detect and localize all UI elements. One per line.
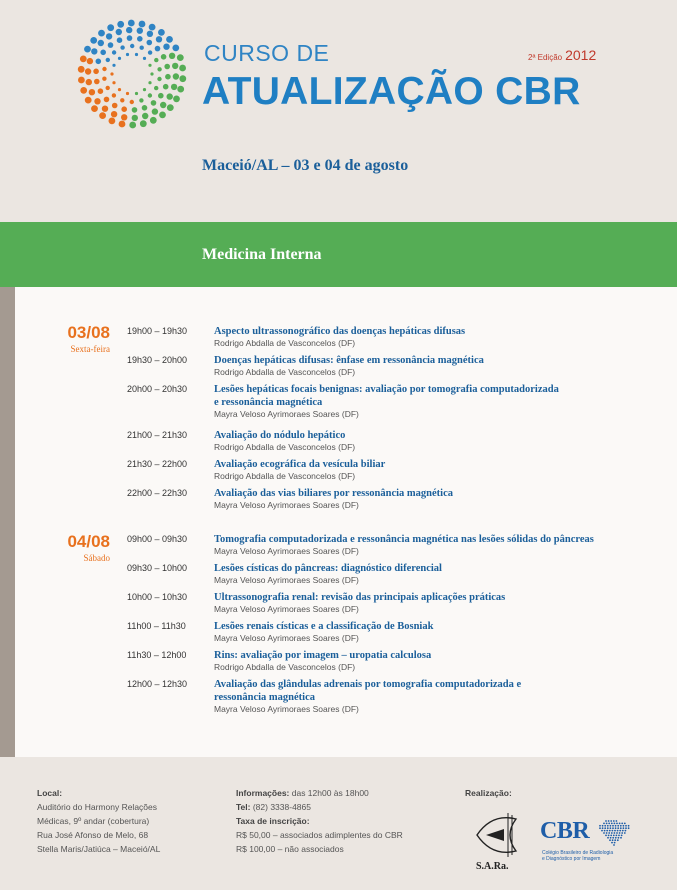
map-dot: [609, 830, 611, 832]
map-dot: [608, 823, 610, 825]
day-date: 04/08: [67, 532, 110, 551]
logo-dot: [118, 57, 121, 60]
logo-dot: [117, 37, 123, 43]
session-title: Tomografia computadorizada e ressonância magnética nas lesões sólidas do pâncreas: [214, 534, 594, 545]
logo-dot: [98, 88, 104, 94]
logo-dot: [102, 67, 106, 71]
logo-dot: [148, 93, 152, 97]
map-dot: [621, 835, 623, 837]
logo-dot: [111, 111, 117, 117]
logo-dot: [132, 115, 138, 121]
sara-eye-icon: [477, 813, 516, 857]
session-title-continued: e ressonância magnética: [214, 397, 323, 408]
day-header-2: [15, 532, 110, 563]
session-item: [127, 678, 667, 715]
logo-dot: [142, 113, 148, 119]
map-dot: [603, 823, 605, 825]
logo-dot: [164, 64, 170, 70]
logo-dot: [149, 24, 156, 31]
session-time: 09h00 – 09h30: [127, 534, 188, 544]
map-dot: [599, 827, 601, 829]
logo-dot: [173, 73, 179, 79]
session-title-continued: ressonância magnética: [214, 692, 316, 703]
course-title-line1: CURSO DE: [204, 40, 330, 66]
fee-line: R$ 100,00 – não associados: [236, 844, 344, 854]
logo-dot: [109, 118, 116, 125]
map-dot: [621, 823, 623, 825]
session-time: 19h00 – 19h30: [127, 326, 188, 336]
session-speaker: Mayra Veloso Ayrimoraes Soares (DF): [214, 546, 359, 556]
cbr-logo-text: CBR: [540, 818, 590, 844]
map-dot: [602, 827, 604, 829]
session-time: 10h00 – 10h30: [127, 592, 188, 602]
map-dot: [614, 830, 616, 832]
map-dot: [621, 832, 623, 834]
logo-dot: [142, 105, 148, 111]
venue-block: [37, 786, 160, 856]
logo-dot: [102, 106, 108, 112]
map-dot: [625, 825, 627, 827]
logo-dot: [120, 98, 124, 102]
map-dot: [617, 825, 619, 827]
logo-dot: [102, 77, 106, 81]
realizacao-label: Realização:: [465, 788, 512, 798]
session-item: [127, 533, 667, 557]
tel-line: Tel: (82) 3338-4865: [236, 802, 311, 812]
map-dot: [612, 827, 614, 829]
logo-dot: [157, 77, 161, 81]
map-dot: [602, 825, 604, 827]
session-item: [127, 458, 667, 482]
map-dot: [625, 830, 627, 832]
map-dot: [607, 827, 609, 829]
session-title: Ultrassonografia renal: revisão das principais aplicações práticas: [214, 592, 506, 603]
schedule-panel: [15, 287, 677, 757]
specialty-title: Medicina Interna: [202, 246, 322, 263]
logo-dot: [80, 56, 87, 63]
logo-dot: [159, 112, 166, 119]
logo-dot: [130, 44, 134, 48]
map-dot: [610, 835, 612, 837]
map-dot: [623, 825, 625, 827]
day-header-1: [15, 323, 110, 354]
logo-dot: [154, 86, 158, 90]
logo-dot: [137, 36, 143, 42]
logo-dot: [167, 104, 174, 111]
cbr-logo-subtitle: Colégio Brasileiro de Radiologia e Diagnóstico por Imagem: [542, 850, 614, 862]
session-speaker: Mayra Veloso Ayrimoraes Soares (DF): [214, 704, 359, 714]
logo-dot: [163, 44, 169, 50]
session-title: Avaliação do nódulo hepático: [214, 430, 346, 441]
dotted-circle-logo: [76, 18, 188, 130]
logo-dot: [152, 108, 158, 114]
map-dot: [605, 835, 607, 837]
map-dot: [607, 837, 609, 839]
session-item: [127, 429, 667, 453]
logo-dot: [118, 88, 121, 91]
logo-dot: [112, 93, 116, 97]
session-time: 19h30 – 20h00: [127, 355, 188, 365]
session-item: [127, 354, 667, 378]
logo-dot: [112, 81, 115, 84]
session-speaker: Mayra Veloso Ayrimoraes Soares (DF): [214, 500, 359, 510]
logo-dot: [106, 86, 110, 90]
logo-dot: [128, 20, 135, 27]
logo-dot: [177, 86, 184, 93]
session-speaker: Mayra Veloso Ayrimoraes Soares (DF): [214, 633, 359, 643]
map-dot: [610, 827, 612, 829]
map-dot: [604, 830, 606, 832]
session-speaker: Rodrigo Abdalla de Vasconcelos (DF): [214, 338, 356, 348]
day-weekday: Sábado: [83, 553, 110, 563]
map-dot: [616, 835, 618, 837]
logo-dot: [172, 63, 178, 69]
session-speaker: Rodrigo Abdalla de Vasconcelos (DF): [214, 471, 356, 481]
session-speaker: Rodrigo Abdalla de Vasconcelos (DF): [214, 662, 356, 672]
map-dot: [613, 820, 615, 822]
logo-dot: [112, 50, 116, 54]
logo-dot: [143, 88, 146, 91]
session-speaker: Mayra Veloso Ayrimoraes Soares (DF): [214, 409, 359, 419]
logo-dot: [85, 68, 91, 74]
course-title-line2: ATUALIZAÇÃO CBR: [202, 70, 581, 113]
logo-dot: [135, 53, 138, 56]
logo-dot: [78, 66, 85, 73]
map-dot: [605, 820, 607, 822]
map-dot: [615, 825, 617, 827]
logo-dot: [179, 75, 186, 82]
map-dot: [616, 832, 618, 834]
map-dot: [615, 827, 617, 829]
logo-dot: [93, 69, 99, 75]
session-speaker: Mayra Veloso Ayrimoraes Soares (DF): [214, 604, 359, 614]
logo-dot: [148, 50, 152, 54]
logo-dot: [130, 100, 134, 104]
map-dot: [608, 832, 610, 834]
side-bar-decoration: [0, 287, 15, 757]
map-dot: [625, 827, 627, 829]
session-title: Avaliação das vias biliares por ressonância magnética: [214, 488, 453, 499]
logo-dot: [169, 53, 175, 59]
session-title: Lesões císticas do pâncreas: diagnóstico diferencial: [214, 563, 442, 574]
map-dot: [620, 837, 622, 839]
map-dot: [614, 842, 616, 844]
logo-dot: [117, 21, 124, 28]
map-dot: [628, 825, 630, 827]
map-dot: [613, 835, 615, 837]
map-dot: [624, 823, 626, 825]
map-dot: [609, 839, 611, 841]
map-dot: [606, 830, 608, 832]
map-dot: [606, 832, 608, 834]
map-dot: [623, 827, 625, 829]
session-item: [127, 325, 667, 349]
session-title: Aspecto ultrassonográfico das doenças hepáticas difusas: [214, 326, 466, 337]
logo-dot: [171, 84, 177, 90]
session-item: [127, 487, 667, 511]
logo-dot: [112, 103, 118, 109]
edition-year: 2012: [565, 47, 597, 63]
map-dot: [612, 825, 614, 827]
session-item: [127, 649, 667, 673]
map-dot: [617, 839, 619, 841]
logo-dot: [160, 102, 166, 108]
venue-line: Rua José Afonso de Melo, 68: [37, 830, 149, 840]
logo-dot: [112, 64, 115, 67]
session-title: Rins: avaliação por imagem – uropatia calculosa: [214, 650, 432, 661]
day-weekday: Sexta-feira: [70, 344, 110, 354]
event-location-date: Maceió/AL – 03 e 04 de agosto: [202, 157, 409, 174]
logo-dot: [179, 65, 186, 72]
logo-dot: [126, 27, 132, 33]
logo-dot: [116, 29, 122, 35]
session-time: 09h30 – 10h00: [127, 563, 188, 573]
logo-dot: [165, 74, 171, 80]
map-dot: [606, 823, 608, 825]
map-dot: [604, 825, 606, 827]
logo-dot: [167, 93, 173, 99]
logo-dot: [177, 54, 184, 61]
logo-dot: [135, 92, 138, 95]
logo-dot: [139, 98, 143, 102]
map-dot: [619, 823, 621, 825]
map-dot: [618, 835, 620, 837]
sara-logo: [474, 805, 520, 875]
session-time: 20h00 – 20h30: [127, 384, 188, 394]
logo-dot: [151, 100, 157, 106]
logo-dot: [84, 46, 91, 53]
session-title: Avaliação ecográfica da vesícula biliar: [214, 459, 386, 470]
map-dot: [610, 825, 612, 827]
map-dot: [619, 832, 621, 834]
session-title: Lesões hepáticas focais benignas: avaliação por tomografia computadorizada: [214, 384, 559, 395]
map-dot: [604, 827, 606, 829]
logo-dot: [120, 45, 124, 49]
logo-dot: [121, 114, 127, 120]
logo-dot: [147, 40, 153, 46]
map-dot: [616, 823, 618, 825]
session-time: 12h00 – 12h30: [127, 679, 188, 689]
venue-label: Local:: [37, 788, 63, 798]
logo-dot: [158, 29, 165, 36]
map-dot: [620, 827, 622, 829]
logo-dot: [104, 97, 110, 103]
logo-dot: [100, 50, 106, 56]
logo-dot: [86, 79, 92, 85]
logo-dot: [148, 81, 151, 84]
logo-dot: [87, 58, 93, 64]
map-dot: [622, 830, 624, 832]
session-speaker: Mayra Veloso Ayrimoraes Soares (DF): [214, 575, 359, 585]
logo-dot: [78, 77, 85, 84]
map-dot: [620, 825, 622, 827]
map-dot: [612, 830, 614, 832]
logo-dot: [106, 58, 110, 62]
map-dot: [612, 839, 614, 841]
session-time: 11h00 – 11h30: [127, 621, 186, 631]
logo-dot: [139, 21, 146, 28]
map-dot: [610, 820, 612, 822]
venue-line: Médicas, 9º andar (cobertura): [37, 816, 150, 826]
schedule-section: [0, 287, 677, 757]
logo-dot: [137, 28, 143, 34]
venue-line: Auditório do Harmony Relações: [37, 802, 158, 812]
logo-dot: [121, 106, 127, 112]
logo-dot: [172, 45, 179, 52]
logo-dot: [96, 59, 102, 65]
logo-dot: [106, 33, 112, 39]
logo-dot: [150, 117, 157, 124]
map-dot: [624, 832, 626, 834]
logo-dot: [126, 53, 129, 56]
map-dot: [628, 827, 630, 829]
fee-line: R$ 50,00 – associados adimplentes do CBR: [236, 830, 403, 840]
sara-logo-text: S.A.Ra.: [476, 861, 509, 872]
map-dot: [614, 823, 616, 825]
venue-line: Stella Maris/Jatiúca – Maceió/AL: [37, 844, 161, 854]
map-dot: [613, 844, 615, 846]
session-speaker: Rodrigo Abdalla de Vasconcelos (DF): [214, 442, 356, 452]
map-dot: [611, 832, 613, 834]
logo-dot: [90, 37, 97, 44]
logo-dot: [140, 120, 147, 127]
logo-dot: [119, 121, 126, 128]
logo-dot: [91, 105, 98, 112]
map-dot: [618, 837, 620, 839]
edition-label: 2ª Edição 2012: [528, 47, 597, 63]
map-dot: [610, 837, 612, 839]
day-date: 03/08: [67, 323, 110, 342]
session-title: Avaliação das glândulas adrenais por tomografia computadorizada e: [214, 679, 522, 690]
header: [0, 0, 677, 222]
session-title: Lesões renais císticas e a classificação de Bosniak: [214, 621, 434, 632]
logo-dot: [140, 46, 144, 50]
logo-dot: [91, 48, 97, 54]
logo-dot: [108, 42, 114, 48]
map-dot: [614, 832, 616, 834]
map-dot: [612, 837, 614, 839]
map-dot: [601, 830, 603, 832]
info-block: [236, 786, 403, 856]
logo-dot: [143, 57, 146, 60]
session-title: Doenças hepáticas difusas: ênfase em ressonância magnética: [214, 355, 484, 366]
session-speaker: Rodrigo Abdalla de Vasconcelos (DF): [214, 367, 356, 377]
logo-dot: [99, 112, 106, 119]
map-dot: [619, 830, 621, 832]
logo-dot: [98, 40, 104, 46]
logo-dot: [132, 107, 138, 113]
session-time: 22h00 – 22h30: [127, 488, 188, 498]
session-time: 21h00 – 21h30: [127, 430, 188, 440]
logo-dot: [80, 87, 87, 94]
map-dot: [615, 837, 617, 839]
brazil-map-icon: [596, 818, 636, 850]
logo-dot: [129, 122, 136, 129]
session-time: 21h30 – 22h00: [127, 459, 188, 469]
map-dot: [614, 839, 616, 841]
map-dot: [608, 820, 610, 822]
session-item: [127, 591, 667, 615]
logo-dot: [94, 98, 100, 104]
logo-dot: [148, 64, 151, 67]
session-item: [127, 383, 667, 420]
session-item: [127, 562, 667, 586]
logo-dot: [173, 96, 180, 103]
info-line: Informações: das 12h00 às 18h00: [236, 788, 369, 798]
logo-dot: [157, 67, 161, 71]
fee-label: Taxa de inscrição:: [236, 816, 310, 826]
map-dot: [617, 827, 619, 829]
logo-dot: [155, 46, 161, 52]
logo-dot: [126, 92, 129, 95]
logo-dot: [158, 93, 164, 99]
session-item: [127, 620, 667, 644]
logo-dot: [107, 24, 114, 31]
logo-dot: [85, 97, 92, 104]
map-dot: [599, 825, 601, 827]
map-dot: [608, 835, 610, 837]
logo-dot: [166, 36, 173, 43]
logo-dot: [98, 30, 105, 37]
map-dot: [611, 842, 613, 844]
logo-dot: [94, 79, 100, 85]
map-dot: [611, 823, 613, 825]
session-time: 11h30 – 12h00: [127, 650, 187, 660]
map-dot: [616, 820, 618, 822]
logo-dot: [154, 58, 158, 62]
map-dot: [607, 825, 609, 827]
map-dot: [603, 832, 605, 834]
logo-dot: [127, 35, 133, 41]
specialty-band: [0, 222, 677, 287]
logo-dot: [161, 54, 167, 60]
cbr-logo: [540, 818, 636, 868]
logo-dot: [147, 31, 153, 37]
logo-dot: [110, 72, 113, 75]
logo-dot: [156, 36, 162, 42]
logo-dot: [89, 89, 95, 95]
logo-dot: [150, 72, 153, 75]
map-dot: [617, 830, 619, 832]
logo-dot: [163, 84, 169, 90]
